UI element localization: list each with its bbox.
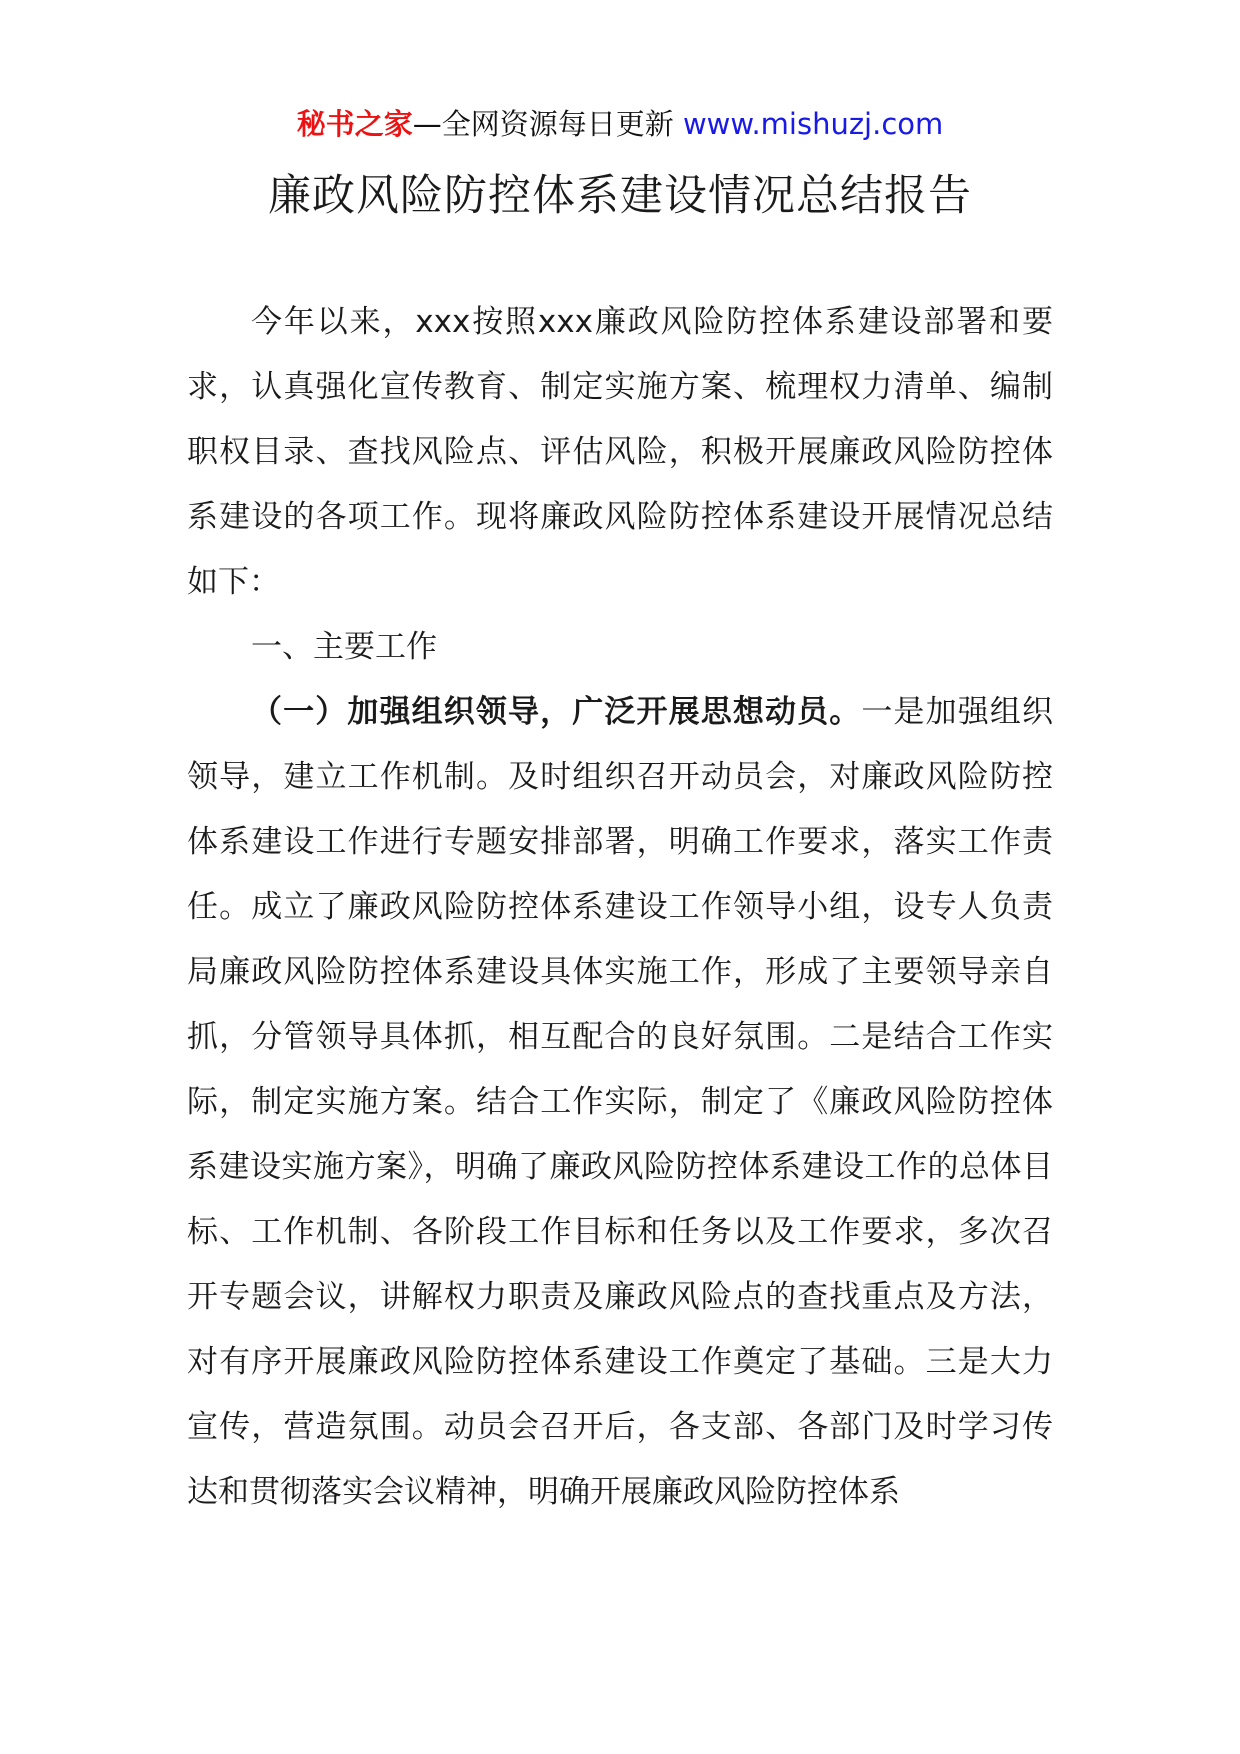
document-body — [187, 290, 1053, 1525]
section-heading: 一、主要工作 — [251, 629, 437, 665]
subsection-text: 一是加强组织领导，建立工作机制。及时组织召开动员会，对廉政风险防控体系建设工作进行专题安排部署，明确工作要求，落实工作责任。成立了廉政风险防控体系建设工作领导小组，设专人负责局廉政风险防控体系建设具体实施工作，形成了主要领导亲自抓，分管领导具体抓，相互配合的良好氛围。二是结合工作实际，制定实施方案。结合工作实际，制定了《廉政风险防控体系建设实施方案》，明确了廉政风险防控体系建设工作的总体目标、工作机制、各阶段工作目标和任务以及工作要求，多次召开专题会议，讲解权力职责及廉政风险点的查找重点及方法，对有序开展廉政风险防控体系建设工作奠定了基础。三是大力宣传，营造氛围。动员会召开后，各支部、各部门及时学习传达和贯彻落实会议精神，明确开展廉政风险防控体系 — [187, 694, 1053, 1510]
site-header — [0, 104, 1240, 144]
document-title: 廉政风险防控体系建设情况总结报告 — [268, 171, 972, 221]
subsection-heading: （一）加强组织领导，广泛开展思想动员。 — [251, 694, 862, 730]
intro-paragraph: 今年以来，xxx按照xxx廉政风险防控体系建设部署和要求，认真强化宣传教育、制定实施方案、梳理权力清单、编制职权目录、查找风险点、评估风险，积极开展廉政风险防控体系建设的各项工作。现将廉政风险防控体系建设开展情况总结如下： — [187, 304, 1053, 600]
site-tagline: —全网资源每日更新 — [412, 107, 674, 141]
site-brand: 秘书之家 — [296, 107, 413, 141]
subsection-paragraph — [187, 680, 1053, 1525]
site-url-link[interactable]: www.mishuzj.com — [682, 107, 944, 141]
